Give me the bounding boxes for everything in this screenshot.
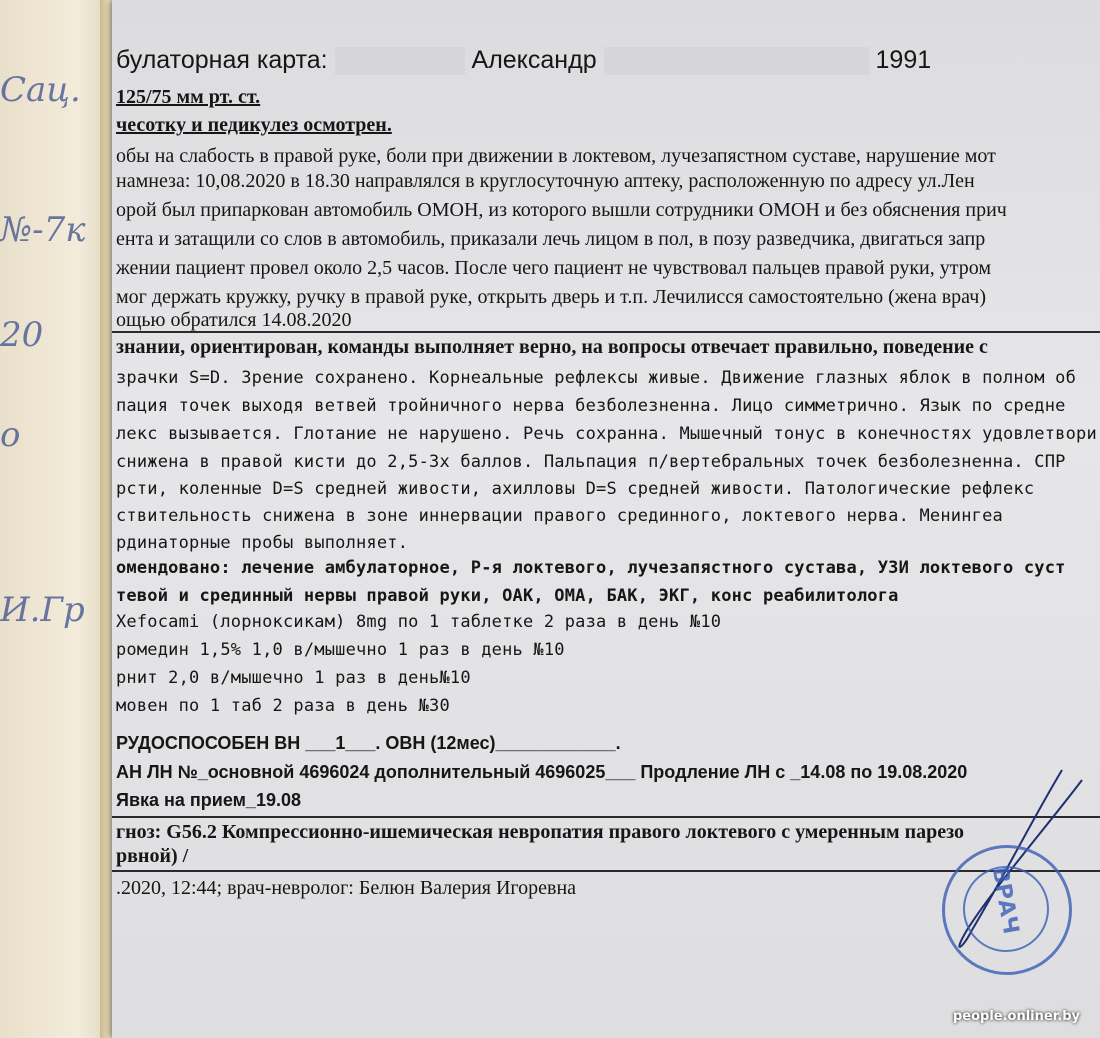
prescription: мовен по 1 таб 2 раза в день №30 — [116, 696, 450, 716]
anamnesis-line: жении пациент провел около 2,5 часов. После чего пациент не чувствовал пальцев правой руки, утром — [116, 257, 992, 279]
work-capacity: РУДОСПОСОБЕН ВН ___1___. ОВН (12мес)____________. — [116, 733, 621, 753]
redaction — [335, 47, 465, 75]
redaction — [604, 47, 869, 75]
prescription: рнит 2,0 в/мышечно 1 раз в день№10 — [116, 668, 471, 688]
doctor-stamp — [942, 845, 1072, 975]
status-line: знании, ориентирован, команды выполняет верно, на вопросы отвечает правильно, поведение с — [116, 336, 988, 358]
blood-pressure: 125/75 мм рт. ст. — [116, 86, 261, 108]
margin-note: 20 — [0, 315, 44, 355]
stamp-text: ВРАЧ — [986, 864, 1024, 937]
anamnesis-line: мог держать кружку, ручку в правой руке, открыть дверь и т.п. Лечилисся самостоятельно (жена врач) — [116, 286, 986, 308]
sick-leave: АН ЛН №_основной 4696024 дополнительный 4696025___ Продление ЛН с _14.08 по 19.08.2020 — [116, 762, 968, 782]
card-header — [116, 46, 931, 75]
anamnesis-line: намнеза: 10,08.2020 в 18.30 направлялся в круглосуточную аптеку, расположенную по адресу ул.Лен — [116, 170, 975, 192]
anamnesis-line: ощью обратился 14.08.2020 — [116, 309, 352, 331]
prescription: Xefocami (лорноксикам) 8mg по 1 таблетке 2 раза в день №10 — [116, 612, 722, 632]
neuro-status-line: рдинаторные пробы выполняет. — [116, 533, 409, 553]
scabies-check: чесотку и педикулез осмотрен. — [116, 114, 392, 136]
patient-name: Александр — [471, 46, 597, 74]
card-label: булаторная карта: — [116, 46, 328, 74]
margin-note: Сац. — [0, 70, 81, 110]
anamnesis-line: ента и затащили со слов в автомобиль, приказали лечь лицом в пол, в позу разведчика, двигаться запр — [116, 228, 986, 250]
prescription: ромедин 1,5% 1,0 в/мышечно 1 раз в день №10 — [116, 640, 565, 660]
medical-record-sheet — [112, 0, 1100, 1038]
birth-year: 1991 — [875, 46, 932, 74]
complaints: обы на слабость в правой руке, боли при движении в локтевом, лучезапястном суставе, нарушение мот — [116, 145, 996, 167]
neuro-status-line: рсти, коленные D=S средней живости, ахилловы D=S средней живости. Патологические рефлекс — [116, 479, 1035, 499]
doctor-signature-line: .2020, 12:44; врач-невролог: Белюн Валерия Игоревна — [116, 877, 577, 899]
next-visit: Явка на прием_19.08 — [116, 790, 301, 810]
section-divider — [112, 331, 1100, 333]
neuro-status-line: пация точек выходя ветвей тройничного нерва безболезненна. Лицо симметрично. Язык по средне — [116, 396, 1066, 416]
neuro-status-line: снижена в правой кисти до 2,5-3х баллов. Пальпация п/вертебральных точек безболезненна. СПР — [116, 452, 1066, 472]
neuro-status-line: ствительность снижена в зоне иннервации правого срединного, локтевого нерва. Менингеа — [116, 506, 1003, 526]
recommendations: тевой и срединный нервы правой руки, ОАК, ОМА, БАК, ЭКГ, конс реабилитолога — [116, 586, 899, 606]
neuro-status-line: зрачки S=D. Зрение сохранено. Корнеальные рефлексы живые. Движение глазных яблок в полном об — [116, 368, 1077, 388]
margin-note: И.Гр — [0, 590, 85, 630]
recommendations: омендовано: лечение амбулаторное, Р-я локтевого, лучезапястного сустава, УЗИ локтевого суст — [116, 558, 1066, 578]
diagnosis: гноз: G56.2 Компрессионно-ишемическая невропатия правого локтевого с умеренным парезо — [116, 821, 965, 843]
watermark: people.onliner.by — [952, 1009, 1080, 1024]
diagnosis-cont: рвной) / — [116, 845, 189, 867]
anamnesis-line: орой был припаркован автомобиль ОМОН, из которого вышли сотрудники ОМОН и без обяснения прич — [116, 199, 1007, 221]
neuro-status-line: лекс вызывается. Глотание не нарушено. Речь сохранна. Мышечный тонус в конечностях удовлетвори — [116, 424, 1097, 444]
margin-note: №-7к — [0, 210, 86, 250]
margin-note: о — [0, 415, 21, 455]
